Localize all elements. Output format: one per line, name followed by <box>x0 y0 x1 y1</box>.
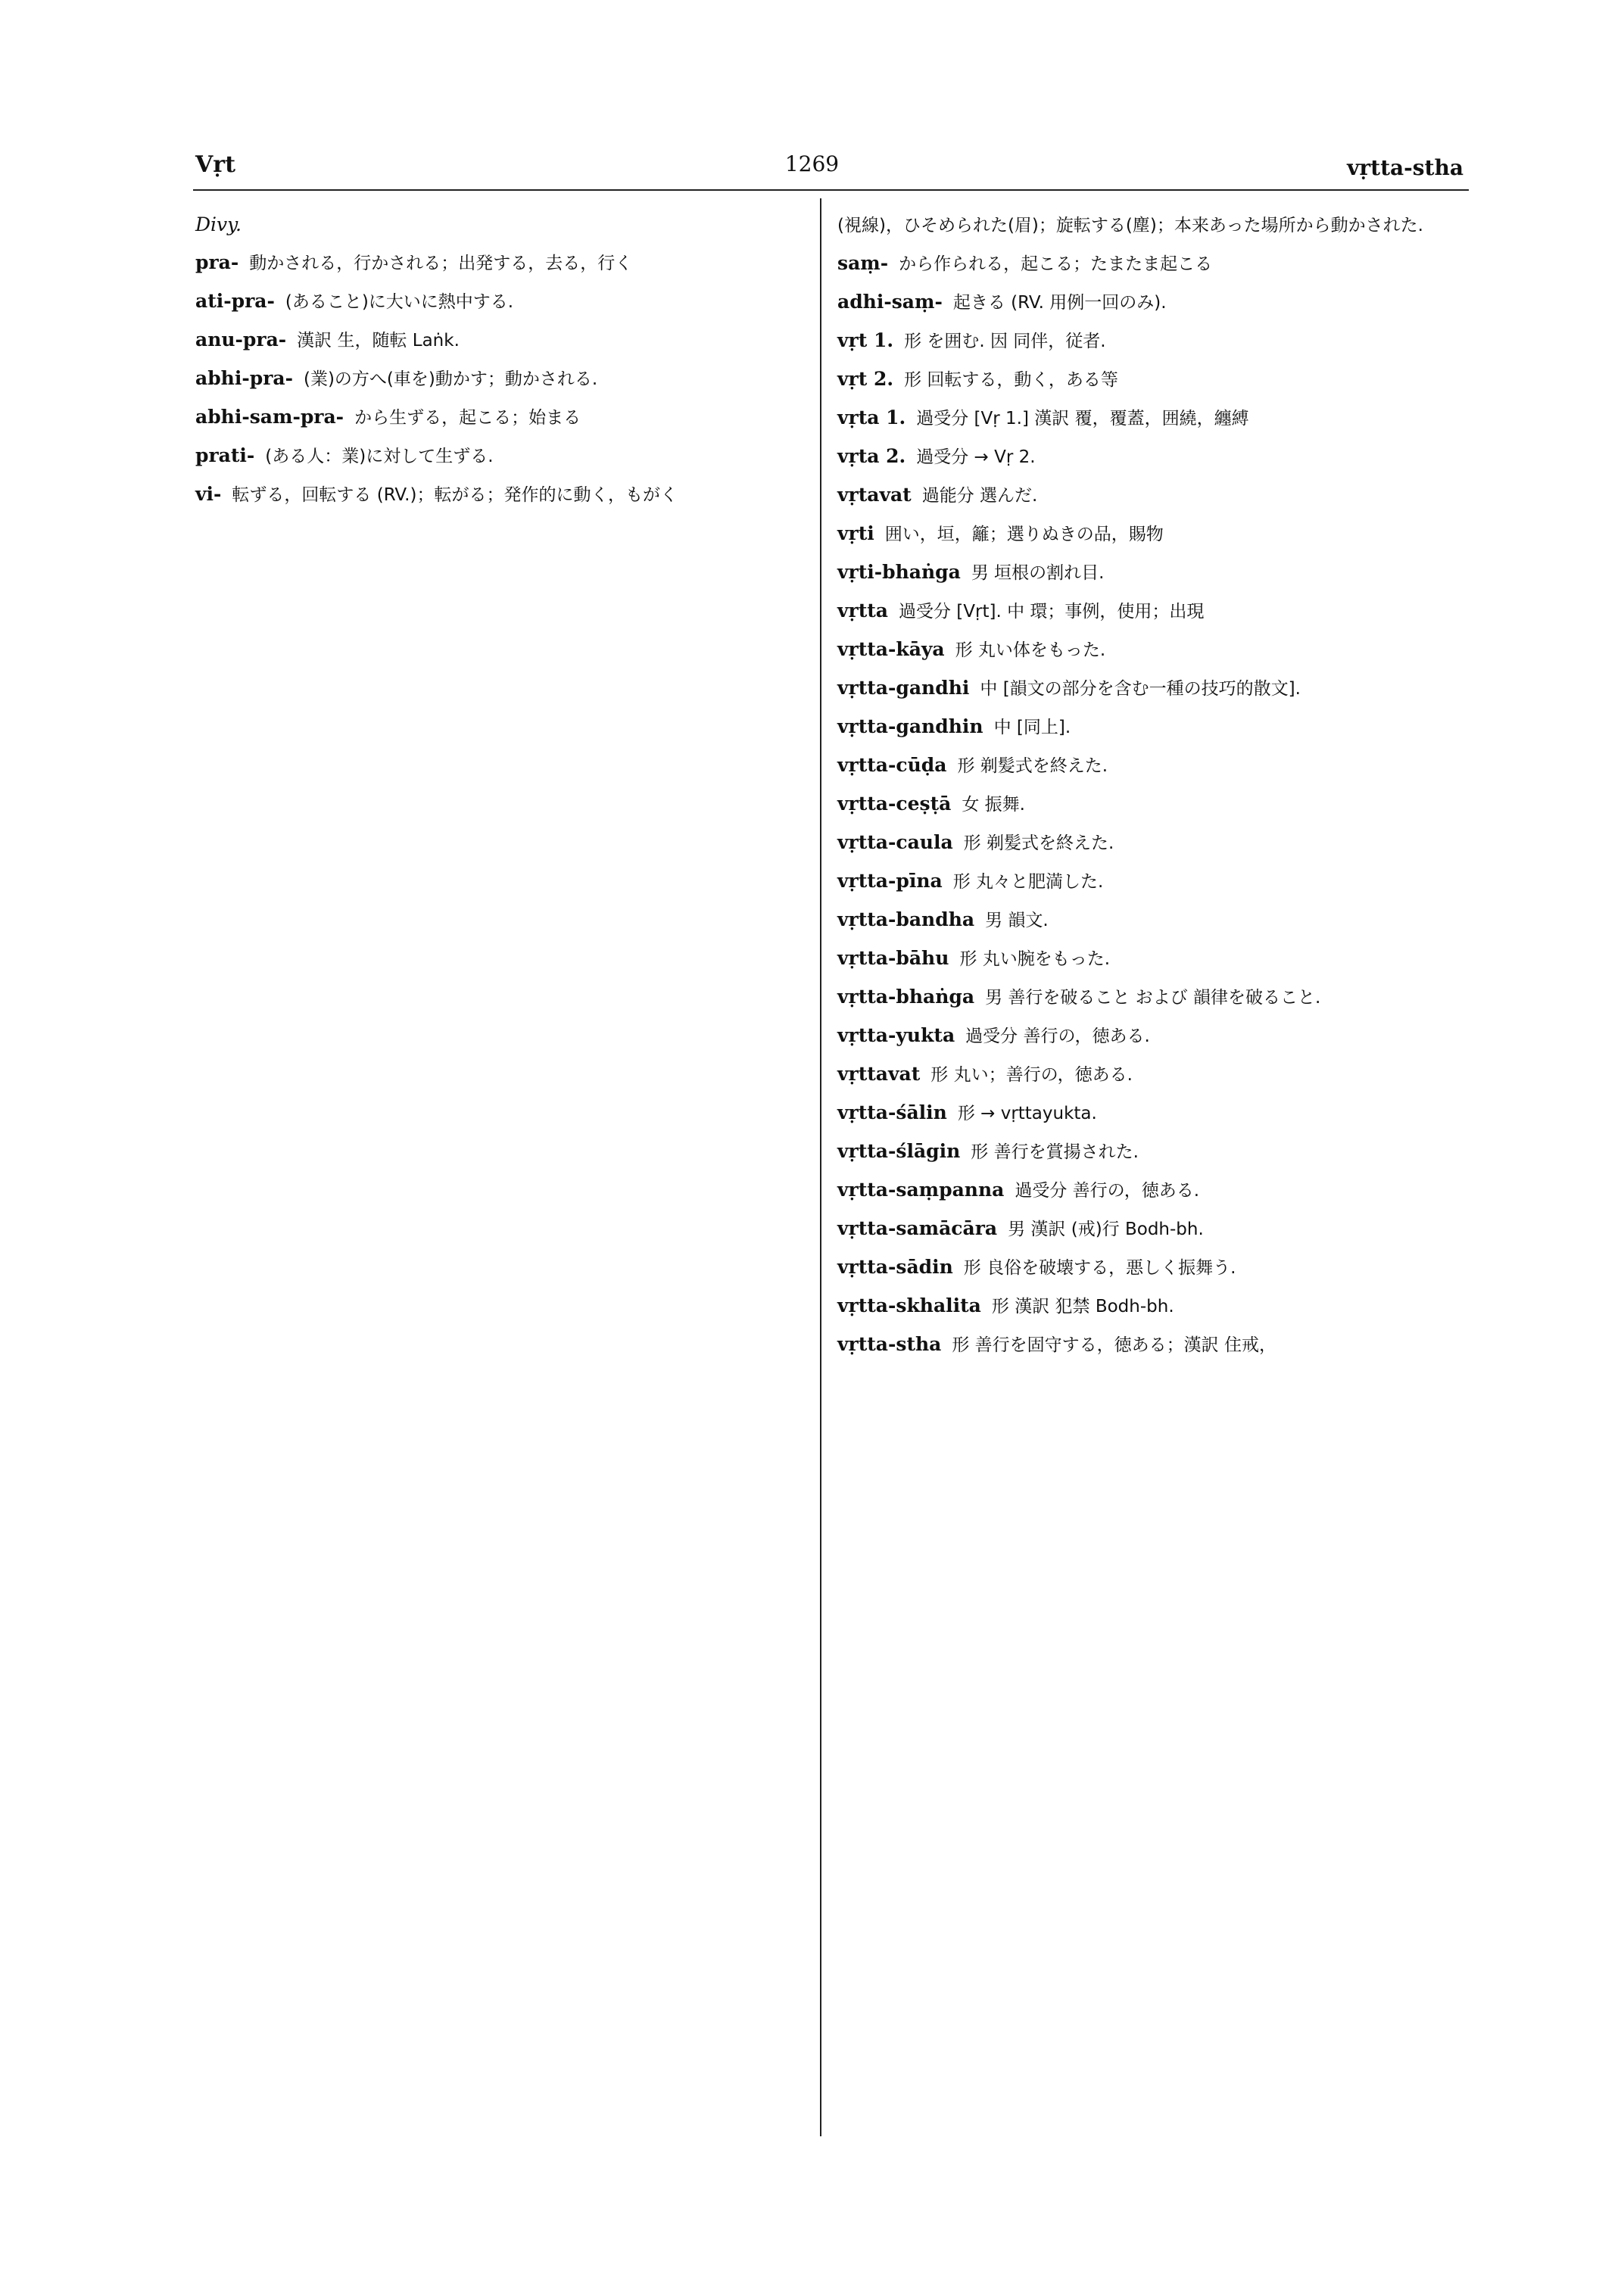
entry-sense: 過受分 [Vṛ 1.] 漢訳 覆，覆蓋，囲繞，纏縛 <box>916 409 1249 428</box>
dictionary-entry <box>195 478 801 512</box>
dictionary-entry <box>837 247 1458 281</box>
entry-sense: 過能分 選んだ. <box>921 486 1038 506</box>
dictionary-entry <box>195 400 801 435</box>
dictionary-entry <box>837 285 1458 319</box>
entry-headword: vṛtta-pīna <box>837 870 943 892</box>
entry-headword: anu-pra- <box>195 329 287 350</box>
entry-headword: vṛt 2. <box>837 368 894 390</box>
dictionary-entry <box>837 671 1458 706</box>
entry-headword: vṛtta-ceṣṭā <box>837 793 952 815</box>
entry-headword: prati- <box>195 444 255 466</box>
dictionary-entry <box>837 363 1458 397</box>
entry-sense: 形 → vṛttayukta. <box>957 1104 1097 1123</box>
entry-sense: 形 剃髪式を終えた. <box>957 756 1108 776</box>
dictionary-entry <box>837 1096 1458 1130</box>
entry-headword: adhi-saṃ- <box>837 291 943 313</box>
dictionary-entry <box>837 517 1458 551</box>
entry-headword: vṛtta-samācāra <box>837 1217 998 1239</box>
dictionary-entry <box>837 1173 1458 1207</box>
entry-sense: (業)の方へ(車を)動かす；動かされる. <box>303 369 598 389</box>
dictionary-entry <box>837 826 1458 860</box>
entry-headword: vṛtta-ślāgin <box>837 1140 961 1162</box>
dictionary-entry <box>837 633 1458 667</box>
dictionary-entry <box>195 362 801 396</box>
dictionary-entry <box>837 324 1458 358</box>
entry-list <box>195 246 801 512</box>
dictionary-entry <box>837 1328 1458 1362</box>
entry-headword: vṛtta-cūḍa <box>837 754 947 776</box>
dictionary-entry <box>195 246 801 280</box>
entry-sense: 囲い，垣，籬；選りぬきの品，賜物 <box>884 525 1164 544</box>
entry-sense: 形 丸々と肥満した. <box>952 872 1104 892</box>
dictionary-entry <box>837 903 1458 937</box>
entry-headword: abhi-sam-pra- <box>195 406 344 428</box>
entry-sense: 中 [同上]. <box>993 718 1071 737</box>
entry-sense: 過受分 善行の，徳ある. <box>1015 1181 1200 1201</box>
entry-headword: vi- <box>195 483 222 505</box>
entry-headword: vṛtta-skhalita <box>837 1294 981 1316</box>
dictionary-entry <box>837 865 1458 899</box>
entry-sense: 動かされる，行かされる；出発する，去る，行く <box>249 254 633 273</box>
entry-sense: 形 善行を固守する，徳ある；漢訳 住戒， <box>952 1335 1276 1355</box>
entry-headword: ati-pra- <box>195 290 275 312</box>
entry-sense: 起きる (RV. 用例一回のみ). <box>952 293 1167 313</box>
dictionary-entry <box>837 1135 1458 1169</box>
running-head-left: Vṛt <box>195 151 235 178</box>
dictionary-entry <box>837 980 1458 1014</box>
entry-sense: (あること)に大いに熱中する. <box>285 292 514 312</box>
entry-sense: 形 丸い腕をもった. <box>959 949 1111 969</box>
entry-headword: vṛtta-kāya <box>837 638 945 660</box>
entry-sense: 過受分 善行の，徳ある. <box>965 1027 1150 1046</box>
entry-sense: 形 善行を賞揚された. <box>971 1142 1139 1162</box>
entry-sense: 形 良俗を破壊する，悪しく振舞う. <box>963 1258 1236 1278</box>
dictionary-entry <box>195 439 801 473</box>
entry-headword: abhi-pra- <box>195 367 293 389</box>
entry-headword: vṛtta-saṃpanna <box>837 1179 1005 1201</box>
dictionary-entry <box>837 749 1458 783</box>
entry-sense: 男 善行を破ること および 韻律を破ること. <box>985 988 1321 1008</box>
entry-sense: 形 を囲む. 因 同伴，従者. <box>904 332 1106 351</box>
entry-sense: 転ずる，回転する (RV.)；転がる；発作的に動く，もがく <box>232 485 678 505</box>
entry-sense: から作られる，起こる；たまたま起こる <box>899 254 1213 274</box>
dictionary-entry <box>195 323 801 357</box>
entry-sense: 男 垣根の割れ目. <box>971 563 1105 583</box>
continuation-text: (視線)，ひそめられた(眉)；旋転する(塵)；本来あった場所から動かされた. <box>837 216 1423 235</box>
dictionary-entry <box>837 401 1458 435</box>
entry-sense: 形 丸い；善行の，徳ある. <box>930 1065 1133 1085</box>
entry-headword: vṛtta-sādin <box>837 1256 953 1278</box>
entry-sense: 形 剃髪式を終えた. <box>963 833 1114 853</box>
entry-headword: vṛtta-stha <box>837 1333 942 1355</box>
entry-sense: 過受分 → Vṛ 2. <box>916 447 1036 467</box>
entry-sense: (ある人：業)に対して生ずる. <box>265 447 494 466</box>
entry-headword: vṛtta-gandhin <box>837 715 983 737</box>
dictionary-entry <box>837 440 1458 474</box>
continuation-text: Divy. <box>195 213 242 235</box>
right-column <box>837 208 1458 1366</box>
entry-headword: vṛtta-śālin <box>837 1101 947 1123</box>
entry-sense: 形 丸い体をもった. <box>955 640 1106 660</box>
entry-headword: vṛtta-caula <box>837 831 953 853</box>
entry-sense: 男 韻文. <box>985 911 1049 930</box>
page-number: 1269 <box>784 151 840 176</box>
entry-sense: 漢訳 生，随転 Laṅk. <box>297 331 460 350</box>
entry-headword: vṛtta-bandha <box>837 908 975 930</box>
entry-headword: vṛta 1. <box>837 407 906 428</box>
dictionary-entry <box>837 1058 1458 1092</box>
dictionary-entry <box>195 285 801 319</box>
entry-headword: pra- <box>195 251 239 273</box>
entry-headword: vṛt 1. <box>837 329 894 351</box>
entry-headword: vṛtavat <box>837 484 912 506</box>
entry-sense: 中 [韻文の部分を含む一種の技巧的散文]. <box>980 679 1301 699</box>
dictionary-entry <box>837 1289 1458 1323</box>
header-rule <box>193 189 1469 191</box>
entry-headword: vṛtta-bhaṅga <box>837 986 975 1008</box>
entry-headword: vṛta 2. <box>837 445 906 467</box>
dictionary-entry <box>837 594 1458 628</box>
entry-headword: vṛti-bhaṅga <box>837 561 961 583</box>
entry-sense: 過受分 [Vṛt]. 中 環；事例，使用；出現 <box>899 602 1205 622</box>
entry-headword: vṛtta-gandhi <box>837 677 970 699</box>
dictionary-entry <box>837 787 1458 821</box>
dictionary-entry <box>837 1251 1458 1285</box>
column-divider <box>820 198 821 2136</box>
entry-sense: 女 振舞. <box>962 795 1025 815</box>
entry-headword: vṛti <box>837 522 874 544</box>
entry-headword: vṛttavat <box>837 1063 921 1085</box>
running-head-right: vṛtta-stha <box>1347 155 1463 180</box>
entry-sense: から生ずる，起こる；始まる <box>354 408 581 428</box>
dictionary-entry <box>837 478 1458 512</box>
entry-sense: 形 漢訳 犯禁 Bodh-bh. <box>991 1297 1174 1316</box>
entry-sense: 男 漢訳 (戒)行 Bodh-bh. <box>1008 1220 1204 1239</box>
dictionary-entry <box>837 710 1458 744</box>
left-column <box>195 208 801 516</box>
entry-headword: vṛtta-bāhu <box>837 947 949 969</box>
entry-headword: vṛtta-yukta <box>837 1024 955 1046</box>
dictionary-entry <box>837 942 1458 976</box>
entry-headword: vṛtta <box>837 600 888 622</box>
entry-sense: 形 回転する，動く，ある等 <box>904 370 1118 390</box>
entry-headword: saṃ- <box>837 252 889 274</box>
dictionary-entry <box>837 1019 1458 1053</box>
entry-list <box>837 247 1458 1362</box>
dictionary-entry <box>837 556 1458 590</box>
dictionary-entry <box>837 1212 1458 1246</box>
